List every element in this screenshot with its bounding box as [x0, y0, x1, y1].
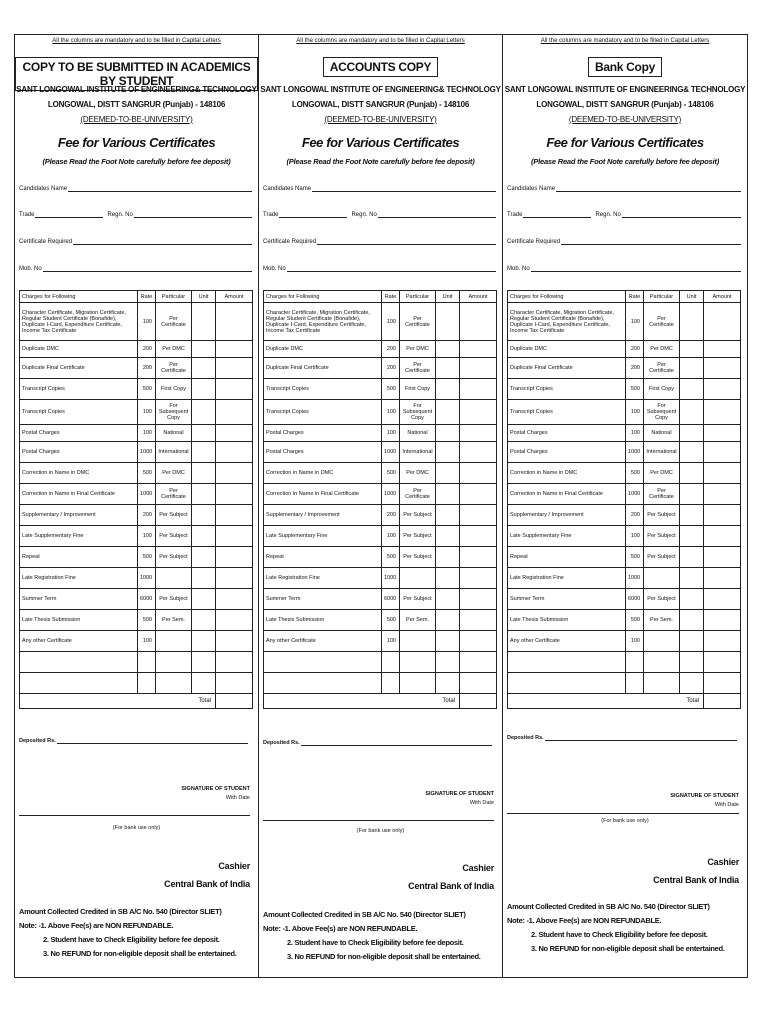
- table-row: Late Supplementary Fine 100 Per Subject: [20, 526, 253, 547]
- student-signature: SIGNATURE OF STUDENT With Date: [181, 786, 250, 801]
- table-row: Duplicate DMC 200 Per DMC: [20, 341, 253, 358]
- col-amount: Amount: [216, 291, 253, 303]
- table-row: Postal Charges 100 National: [20, 425, 253, 442]
- table-row: Duplicate DMC 200 Per DMC: [508, 341, 741, 358]
- table-row: Late Supplementary Fine 100 Per Subject: [264, 526, 497, 547]
- table-row: Character Certificate, Migration Certificate, Regular Student Certificate (Bonafide), Duplicate I-Card, Expenditure Certificate, Income Tax Certificate 100 Per Certificate: [20, 303, 253, 341]
- mobile-field[interactable]: Mob. No: [507, 265, 741, 272]
- table-row: Postal Charges 100 National: [264, 425, 497, 442]
- table-row: [20, 652, 253, 673]
- mobile-field[interactable]: Mob. No: [263, 265, 496, 272]
- table-row: Late Registration Fine 1000: [264, 568, 497, 589]
- trade-regn-field[interactable]: Trade Regn. No: [263, 211, 496, 218]
- institute-block: [15, 82, 258, 127]
- bank-use-label: (For bank use only): [112, 825, 161, 831]
- table-row: Transcript Copies 500 First Copy: [20, 379, 253, 400]
- table-row: Summer Term 6000 Per Subject: [508, 589, 741, 610]
- table-row: Any other Certificate 100: [264, 631, 497, 652]
- signature-line[interactable]: [19, 815, 250, 816]
- institute-status: (DEEMED-TO-BE-UNIVERSITY): [568, 115, 682, 124]
- copy-title: COPY TO BE SUBMITTED IN ACADEMICS BY STUDENT: [15, 57, 258, 91]
- table-row: Correction in Name in Final Certificate 1000 Per Certificate: [508, 484, 741, 505]
- mandatory-note: All the columns are mandatory and to be filled in Capital Letters: [540, 38, 710, 44]
- total-row: Total: [264, 694, 497, 709]
- table-row: Supplementary / Improvement 200 Per Subject: [264, 505, 497, 526]
- institute-name: SANT LONGOWAL INSTITUTE OF ENGINEERING& TECHNOLOGY: [504, 85, 746, 94]
- table-row: Any other Certificate 100: [508, 631, 741, 652]
- deposited-field[interactable]: Deposited Rs.: [263, 740, 492, 746]
- col-charges: Charges for Following: [20, 291, 138, 303]
- table-row: Late Supplementary Fine 100 Per Subject: [508, 526, 741, 547]
- trade-regn-field[interactable]: Trade Regn. No: [19, 211, 252, 218]
- col-charges: Charges for Following: [508, 291, 626, 303]
- institute-status: (DEEMED-TO-BE-UNIVERSITY): [80, 115, 193, 124]
- institute-status: (DEEMED-TO-BE-UNIVERSITY): [324, 115, 437, 124]
- table-row: Supplementary / Improvement 200 Per Subject: [20, 505, 253, 526]
- cashier-block: Cashier Central Bank of India: [653, 857, 739, 885]
- form-title: Fee for Various Certificates: [301, 135, 460, 150]
- table-row: Correction in Name in DMC 500 Per DMC: [508, 463, 741, 484]
- fee-form-sheet: [14, 34, 748, 978]
- table-row: Transcript Copies 100 For Subsequent Copy: [264, 400, 497, 425]
- form-subtitle: (Please Read the Foot Note carefully before fee deposit): [42, 157, 231, 166]
- table-row: Late Thesis Submission 500 Per Sem.: [264, 610, 497, 631]
- col-rate: Rate: [138, 291, 156, 303]
- col-amount: Amount: [460, 291, 497, 303]
- trade-regn-field[interactable]: Trade Regn. No: [507, 211, 741, 218]
- table-row: Duplicate Final Certificate 200 Per Certificate: [508, 358, 741, 379]
- deposited-field[interactable]: Deposited Rs.: [507, 735, 737, 741]
- table-row: Late Registration Fine 1000: [508, 568, 741, 589]
- table-row: Late Thesis Submission 500 Per Sem.: [508, 610, 741, 631]
- form-subtitle: (Please Read the Foot Note carefully before fee deposit): [286, 157, 475, 166]
- institute-address: LONGOWAL, DISTT SANGRUR (Punjab) - 148106: [536, 100, 714, 109]
- table-row: Duplicate Final Certificate 200 Per Certificate: [20, 358, 253, 379]
- candidate-name-field[interactable]: Candidates Name: [263, 185, 496, 192]
- table-row: [508, 652, 741, 673]
- bank-use-label: (For bank use only): [356, 828, 405, 834]
- accounts-copy: [259, 35, 503, 977]
- table-row: Correction in Name in Final Certificate 1000 Per Certificate: [264, 484, 497, 505]
- fee-table: [19, 290, 253, 709]
- total-row: Total: [20, 694, 253, 709]
- cashier-block: Cashier Central Bank of India: [164, 861, 250, 889]
- signature-line[interactable]: [263, 820, 494, 821]
- institute-address: LONGOWAL, DISTT SANGRUR (Punjab) - 148106: [291, 100, 470, 109]
- institute-address: LONGOWAL, DISTT SANGRUR (Punjab) - 148106: [47, 100, 226, 109]
- form-title: Fee for Various Certificates: [57, 135, 216, 150]
- table-row: Correction in Name in DMC 500 Per DMC: [20, 463, 253, 484]
- table-row: Correction in Name in Final Certificate 1000 Per Certificate: [20, 484, 253, 505]
- table-row: Character Certificate, Migration Certificate, Regular Student Certificate (Bonafide), Duplicate I-Card, Expenditure Certificate, Income Tax Certificate 100 Per Certificate: [508, 303, 741, 341]
- copy-title: ACCOUNTS COPY: [259, 57, 502, 77]
- table-row: Repeat 500 Per Subject: [264, 547, 497, 568]
- table-row: Repeat 500 Per Subject: [20, 547, 253, 568]
- mandatory-note: All the columns are mandatory and to be filled in Capital Letters: [52, 38, 221, 44]
- col-particular: Particular: [400, 291, 436, 303]
- institute-block: [259, 82, 502, 127]
- col-unit: Unit: [436, 291, 460, 303]
- total-row: Total: [508, 694, 741, 709]
- table-row: Transcript Copies 100 For Subsequent Copy: [20, 400, 253, 425]
- institute-name: SANT LONGOWAL INSTITUTE OF ENGINEERING& TECHNOLOGY: [16, 85, 257, 94]
- table-row: Duplicate Final Certificate 200 Per Certificate: [264, 358, 497, 379]
- col-amount: Amount: [704, 291, 741, 303]
- table-row: [264, 652, 497, 673]
- table-row: Transcript Copies 100 For Subsequent Copy: [508, 400, 741, 425]
- fee-table: [507, 290, 741, 709]
- institute-name: SANT LONGOWAL INSTITUTE OF ENGINEERING& TECHNOLOGY: [260, 85, 501, 94]
- student-signature: SIGNATURE OF STUDENT With Date: [425, 791, 494, 806]
- table-row: [264, 673, 497, 694]
- mobile-field[interactable]: Mob. No: [19, 265, 252, 272]
- deposited-field[interactable]: Deposited Rs.: [19, 738, 248, 744]
- bank-copy: [503, 35, 747, 977]
- table-row: Late Registration Fine 1000: [20, 568, 253, 589]
- footer-notes: Amount Collected Credited in SB A/C No. 540 (Director SLIET) Note: -1. Above Fee(s) are NON REFUNDABLE. 2. Student have to Check Eligibility before fee deposit. 3. No REFUND for non-eligible deposit shall be entertained.: [19, 907, 237, 958]
- table-row: Transcript Copies 500 First Copy: [264, 379, 497, 400]
- form-subtitle: (Please Read the Foot Note carefully before fee deposit): [530, 157, 719, 166]
- academics-copy: [15, 35, 259, 977]
- table-row: Late Thesis Submission 500 Per Sem.: [20, 610, 253, 631]
- certificate-required-field[interactable]: Certificate Required: [19, 238, 252, 245]
- col-unit: Unit: [680, 291, 704, 303]
- table-row: Postal Charges 1000 International: [264, 442, 497, 463]
- mandatory-note: All the columns are mandatory and to be filled in Capital Letters: [296, 38, 465, 44]
- col-unit: Unit: [192, 291, 216, 303]
- table-row: Postal Charges 1000 International: [508, 442, 741, 463]
- table-row: Postal Charges 100 National: [508, 425, 741, 442]
- table-row: Supplementary / Improvement 200 Per Subject: [508, 505, 741, 526]
- col-rate: Rate: [382, 291, 400, 303]
- certificate-required-field[interactable]: Certificate Required: [263, 238, 496, 245]
- student-signature: SIGNATURE OF STUDENT With Date: [670, 793, 739, 808]
- footer-notes: Amount Collected Credited in SB A/C No. 540 (Director SLIET) Note: -1. Above Fee(s) are NON REFUNDABLE. 2. Student have to Check Eligibility before fee deposit. 3. No REFUND for non-eligible deposit shall be entertained.: [507, 902, 725, 953]
- table-row: Any other Certificate 100: [20, 631, 253, 652]
- table-row: Duplicate DMC 200 Per DMC: [264, 341, 497, 358]
- fee-table: [263, 290, 497, 709]
- col-charges: Charges for Following: [264, 291, 382, 303]
- candidate-name-field[interactable]: Candidates Name: [19, 185, 252, 192]
- footer-notes: Amount Collected Credited in SB A/C No. 540 (Director SLIET) Note: -1. Above Fee(s) are NON REFUNDABLE. 2. Student have to Check Eligibility before fee deposit. 3. No REFUND for non-eligible deposit shall be entertained.: [263, 910, 481, 961]
- table-row: Transcript Copies 500 First Copy: [508, 379, 741, 400]
- copy-title: Bank Copy: [503, 57, 747, 77]
- col-rate: Rate: [626, 291, 644, 303]
- table-row: Character Certificate, Migration Certificate, Regular Student Certificate (Bonafide), Duplicate I-Card, Expenditure Certificate, Income Tax Certificate 100 Per Certificate: [264, 303, 497, 341]
- form-title: Fee for Various Certificates: [546, 135, 704, 150]
- table-row: [508, 673, 741, 694]
- table-row: Correction in Name in DMC 500 Per DMC: [264, 463, 497, 484]
- institute-block: [503, 82, 747, 127]
- candidate-name-field[interactable]: Candidates Name: [507, 185, 741, 192]
- table-row: Repeat 500 Per Subject: [508, 547, 741, 568]
- table-row: Summer Term 6000 Per Subject: [20, 589, 253, 610]
- col-particular: Particular: [156, 291, 192, 303]
- cashier-block: Cashier Central Bank of India: [408, 863, 494, 891]
- table-row: [20, 673, 253, 694]
- table-row: Summer Term 6000 Per Subject: [264, 589, 497, 610]
- table-row: Postal Charges 1000 International: [20, 442, 253, 463]
- certificate-required-field[interactable]: Certificate Required: [507, 238, 741, 245]
- col-particular: Particular: [644, 291, 680, 303]
- bank-use-label: (For bank use only): [601, 818, 649, 824]
- signature-line[interactable]: [507, 813, 739, 814]
